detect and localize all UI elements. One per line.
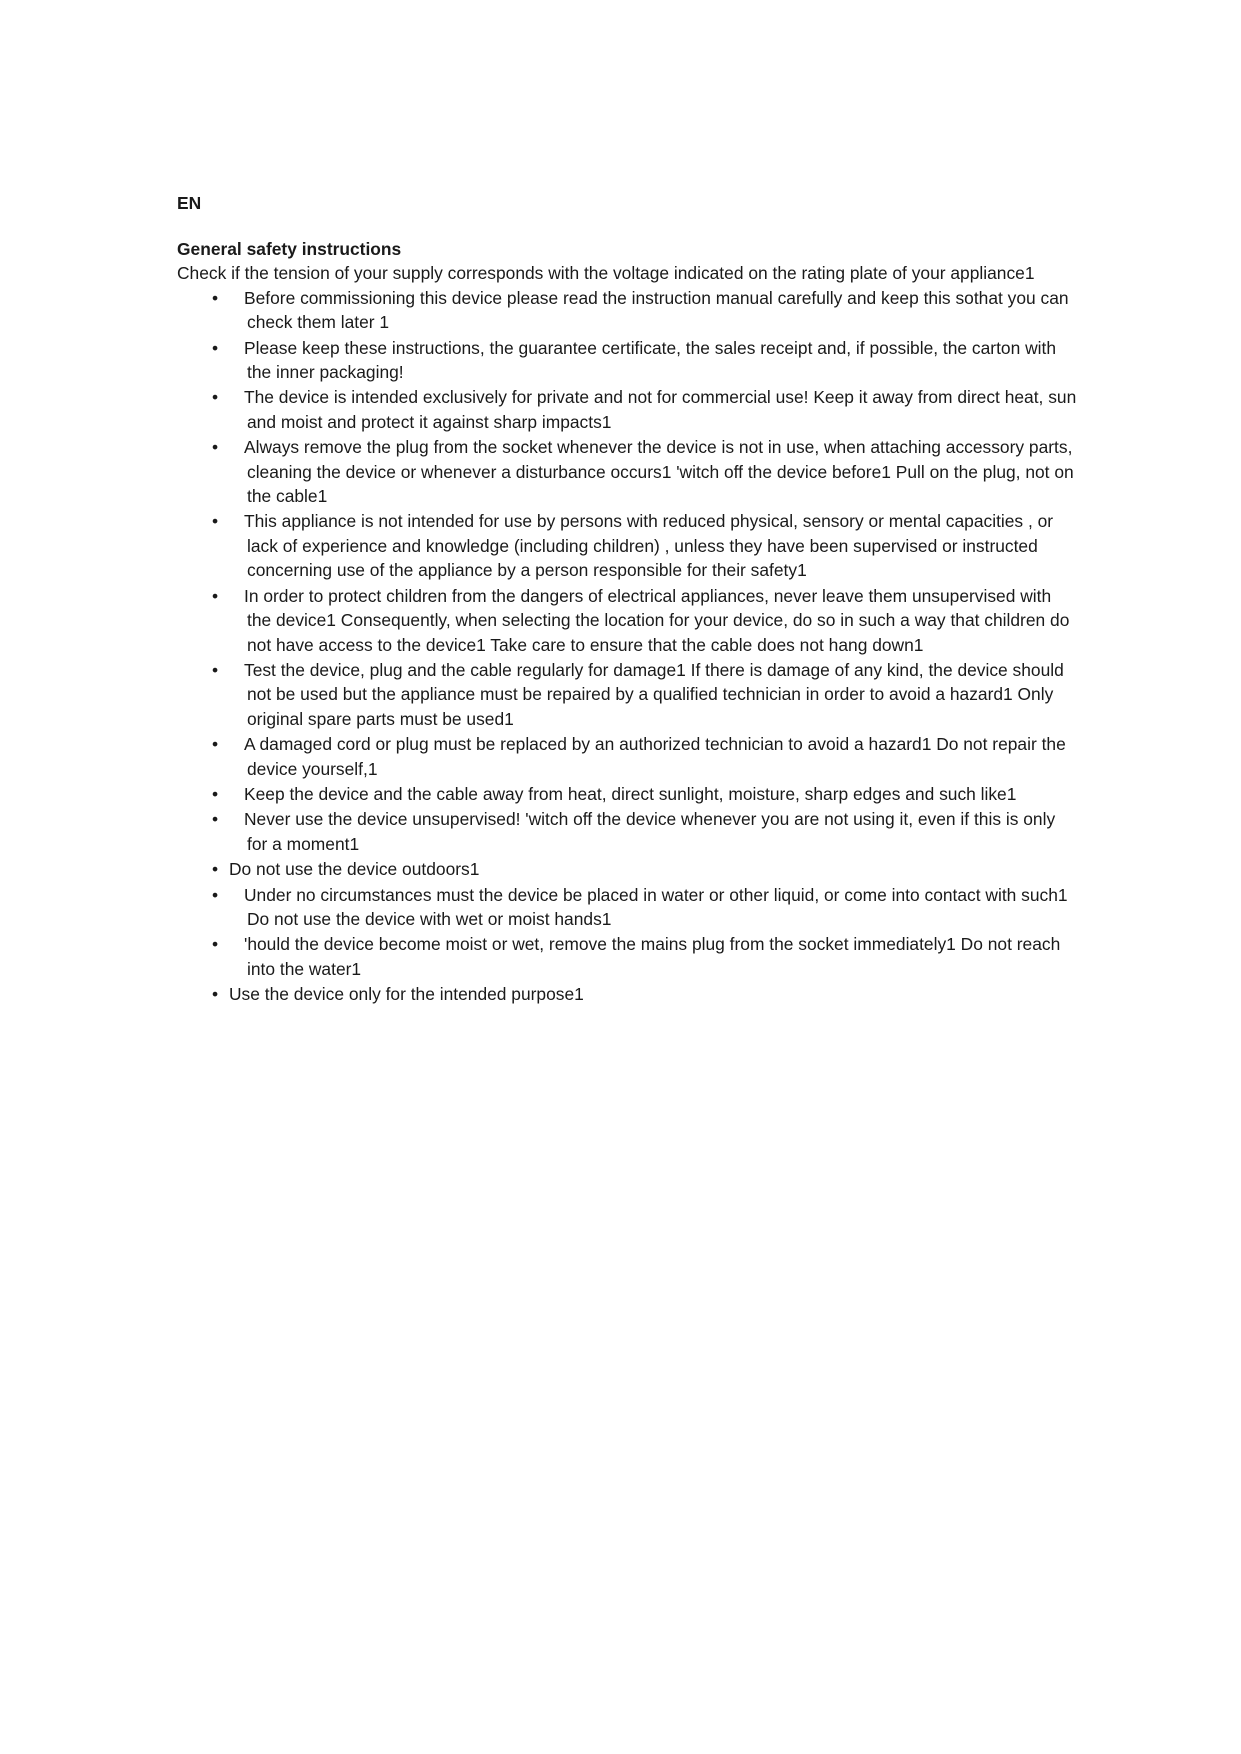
list-item-text: A damaged cord or plug must be replaced by an authorized technician to avoid a hazard1 Do not repair the device yourself,1 (244, 734, 1066, 779)
bullet-icon: • (212, 809, 219, 830)
list-item (177, 385, 1077, 435)
bullet-icon: • (212, 984, 219, 1005)
list-item-text: Test the device, plug and the cable regularly for damage1 If there is damage of any kind, the device should not be used but the appliance must be repaired by a qualified technician in order to avoid a hazard1 Only original spare parts must be used1 (244, 659, 1064, 729)
list-item (177, 857, 1077, 882)
bullet-icon: • (212, 337, 219, 358)
list-item (177, 883, 1077, 933)
bullet-icon: • (212, 437, 219, 458)
list-item-text: Before commissioning this device please read the instruction manual carefully and keep this sothat you can check them later 1 (244, 287, 1069, 333)
list-item (177, 982, 1077, 1007)
bullet-icon: • (212, 659, 219, 680)
list-item (177, 435, 1077, 509)
list-item-text: Keep the device and the cable away from heat, direct sunlight, moisture, sharp edges and such like1 (244, 783, 1017, 804)
bullet-icon: • (212, 859, 219, 880)
list-item (177, 782, 1077, 807)
list-item-text: This appliance is not intended for use by persons with reduced physical, sensory or mental capacities , or lack of experience and knowledge (including children) , unless they have been supervised or instructed concerning use of the appliance by a person responsible for their safety1 (244, 511, 1054, 581)
list-item (177, 658, 1077, 732)
list-item-text: Always remove the plug from the socket whenever the device is not in use, when attaching accessory parts, cleaning the device or whenever a disturbance occurs1 'witch off the device before1 Pull on the plug, not on the cable1 (244, 437, 1074, 507)
language-code: EN (177, 193, 202, 213)
list-item (177, 336, 1077, 386)
list-item (177, 584, 1077, 658)
list-item-text: The device is intended exclusively for private and not for commercial use! Keep it away from direct heat, sun and moist and protect it against sharp impacts1 (244, 387, 1077, 432)
bullet-icon: • (212, 511, 219, 532)
list-item-text: 'hould the device become moist or wet, remove the mains plug from the socket immediately1 Do not reach into the water1 (244, 934, 1061, 979)
list-item-text: Under no circumstances must the device be placed in water or other liquid, or come into contact with such1 Do not use the device with wet or moist hands1 (244, 884, 1068, 929)
list-item-text: Never use the device unsupervised! 'witch off the device whenever you are not using it, even if this is only for a moment1 (244, 809, 1056, 854)
list-item (177, 732, 1077, 782)
list-item-text: Please keep these instructions, the guarantee certificate, the sales receipt and, if possible, the carton with the inner packaging! (244, 337, 1057, 383)
bullet-icon: • (212, 585, 219, 606)
document-content (177, 191, 1077, 1008)
bullet-icon: • (212, 734, 219, 755)
list-item (177, 932, 1077, 982)
list-item (177, 509, 1077, 583)
section-heading: General safety instructions (177, 239, 402, 259)
bullet-icon: • (212, 783, 219, 804)
bullet-icon: • (212, 387, 219, 408)
list-item (177, 286, 1077, 336)
list-item-text: In order to protect children from the dangers of electrical appliances, never leave them unsupervised with the device1 Consequently, when selecting the location for your device, do so in such a way that children do not have access to the device1 Take care to ensure that the cable does not hang down1 (244, 585, 1070, 655)
list-item-text: Use the device only for the intended purpose1 (229, 984, 584, 1005)
list-item-text: Do not use the device outdoors1 (229, 859, 480, 880)
safety-instructions-list (177, 286, 1077, 1008)
bullet-icon: • (212, 884, 219, 905)
intro-paragraph: Check if the tension of your supply corresponds with the voltage indicated on the rating plate of your appliance1 (177, 263, 1035, 284)
bullet-icon: • (212, 287, 219, 308)
list-item (177, 807, 1077, 857)
bullet-icon: • (212, 934, 219, 955)
